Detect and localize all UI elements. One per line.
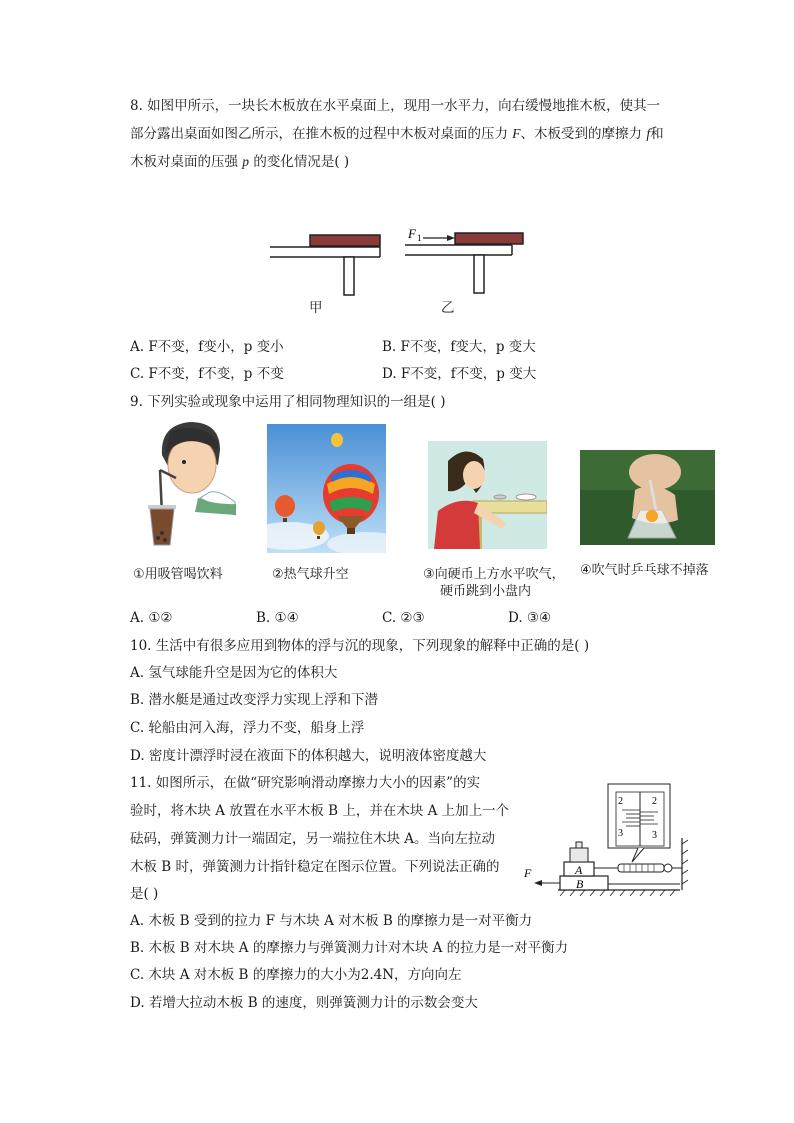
q8-option-a: A. F不变，f变小，p 变小 [130,339,284,355]
q8-option-d: D. F不变，f不变，p 变大 [382,366,537,382]
fig-label-right: 乙 [441,300,455,316]
q11-stem-line1: 11. 如图所示，在做“研究影响滑动摩擦力大小的因素”的实 [130,775,481,791]
picture-coin-blowing [428,441,547,549]
q11-stem-line4: 木板 B 时，弹簧测力计指针稳定在图示位置。下列说法正确的 [130,859,500,875]
caption-3-line2: 硬币跳到小盘内 [440,584,532,599]
q9-option-c: C. ②③ [382,610,425,626]
q10-option-d: D. 密度计漂浮时浸在液面下的体积越大，说明液体密度越大 [130,748,487,764]
q11-stem-line5: 是( ) [130,886,159,902]
label-a: A [575,863,583,877]
q8-stem-line2: 部分露出桌面如图乙所示，在推木板的过程中木板对桌面的压力 F、木板受到的摩擦力 f和 [130,126,664,142]
table-leg-left [344,257,354,295]
svg-text:2: 2 [652,796,657,807]
q8-figure [260,220,540,320]
q11-option-d: D. 若增大拉动木板 B 的速度，则弹簧测力计的示数会变大 [130,995,478,1011]
q8-stem-line1: 8. 如图甲所示，一块长木板放在水平桌面上，现用一水平力，向右缓慢地推木板，使其一 [130,98,661,114]
caption-2: ②热气球升空 [272,567,349,582]
picture-hot-air-balloons [267,424,386,553]
picture-drinking-straw [140,420,240,550]
caption-3-line1: ③向硬币上方水平吹气， [423,567,565,582]
board-right [455,233,523,244]
force-label: F [408,226,416,241]
q11-option-a: A. 木板 B 受到的拉力 F 与木块 A 对木板 B 的摩擦力是一对平衡力 [130,913,533,929]
q8-stem-line3: 木板对桌面的压强 p 的变化情况是( ) [130,154,350,170]
board-left [310,235,380,246]
q9-option-a: A. ①② [130,610,173,626]
q11-option-c: C. 木块 A 对木板 B 的摩擦力的大小为2.4N，方向向左 [130,967,462,983]
fig-label-left: 甲 [309,300,323,316]
q11-option-b: B. 木板 B 对木块 A 的摩擦力与弹簧测力计对木块 A 的拉力是一对平衡力 [130,940,569,956]
q11-figure [520,782,695,902]
q9-option-b: B. ①④ [256,610,299,626]
q11-stem-line2: 验时，将木块 A 放置在水平木板 B 上，并在木块 A 上加上一个 [130,803,510,819]
q10-stem: 10. 生活中有很多应用到物体的浮与沉的现象，下列现象的解释中正确的是( ) [130,638,590,654]
svg-text:1: 1 [417,233,422,243]
q10-option-c: C. 轮船由河入海，浮力不变，船身上浮 [130,720,365,736]
q10-option-b: B. 潜水艇是通过改变浮力实现上浮和下潜 [130,692,379,708]
q8-option-c: C. F不变，f不变，p 不变 [130,366,284,382]
q9-stem: 9. 下列实验或现象中运用了相同物理知识的一组是( ) [130,394,446,410]
q9-option-d: D. ③④ [508,610,552,626]
q10-option-a: A. 氢气球能升空是因为它的体积大 [130,665,338,681]
table-leg-right [474,255,484,293]
svg-text:2: 2 [618,796,623,807]
picture-funnel-ball [580,450,715,545]
caption-1: ①用吸管喝饮料 [133,567,223,582]
label-f: F [524,866,532,880]
caption-4: ④吹气时乒乓球不掉落 [580,563,709,578]
svg-text:3: 3 [652,830,657,841]
q11-stem-line3: 砝码，弹簧测力计一端固定，另一端拉住木块 A。当向左拉动 [130,831,496,847]
label-b: B [576,877,584,891]
q8-option-b: B. F不变，f变大，p 变大 [382,339,536,355]
svg-text:3: 3 [618,828,623,839]
